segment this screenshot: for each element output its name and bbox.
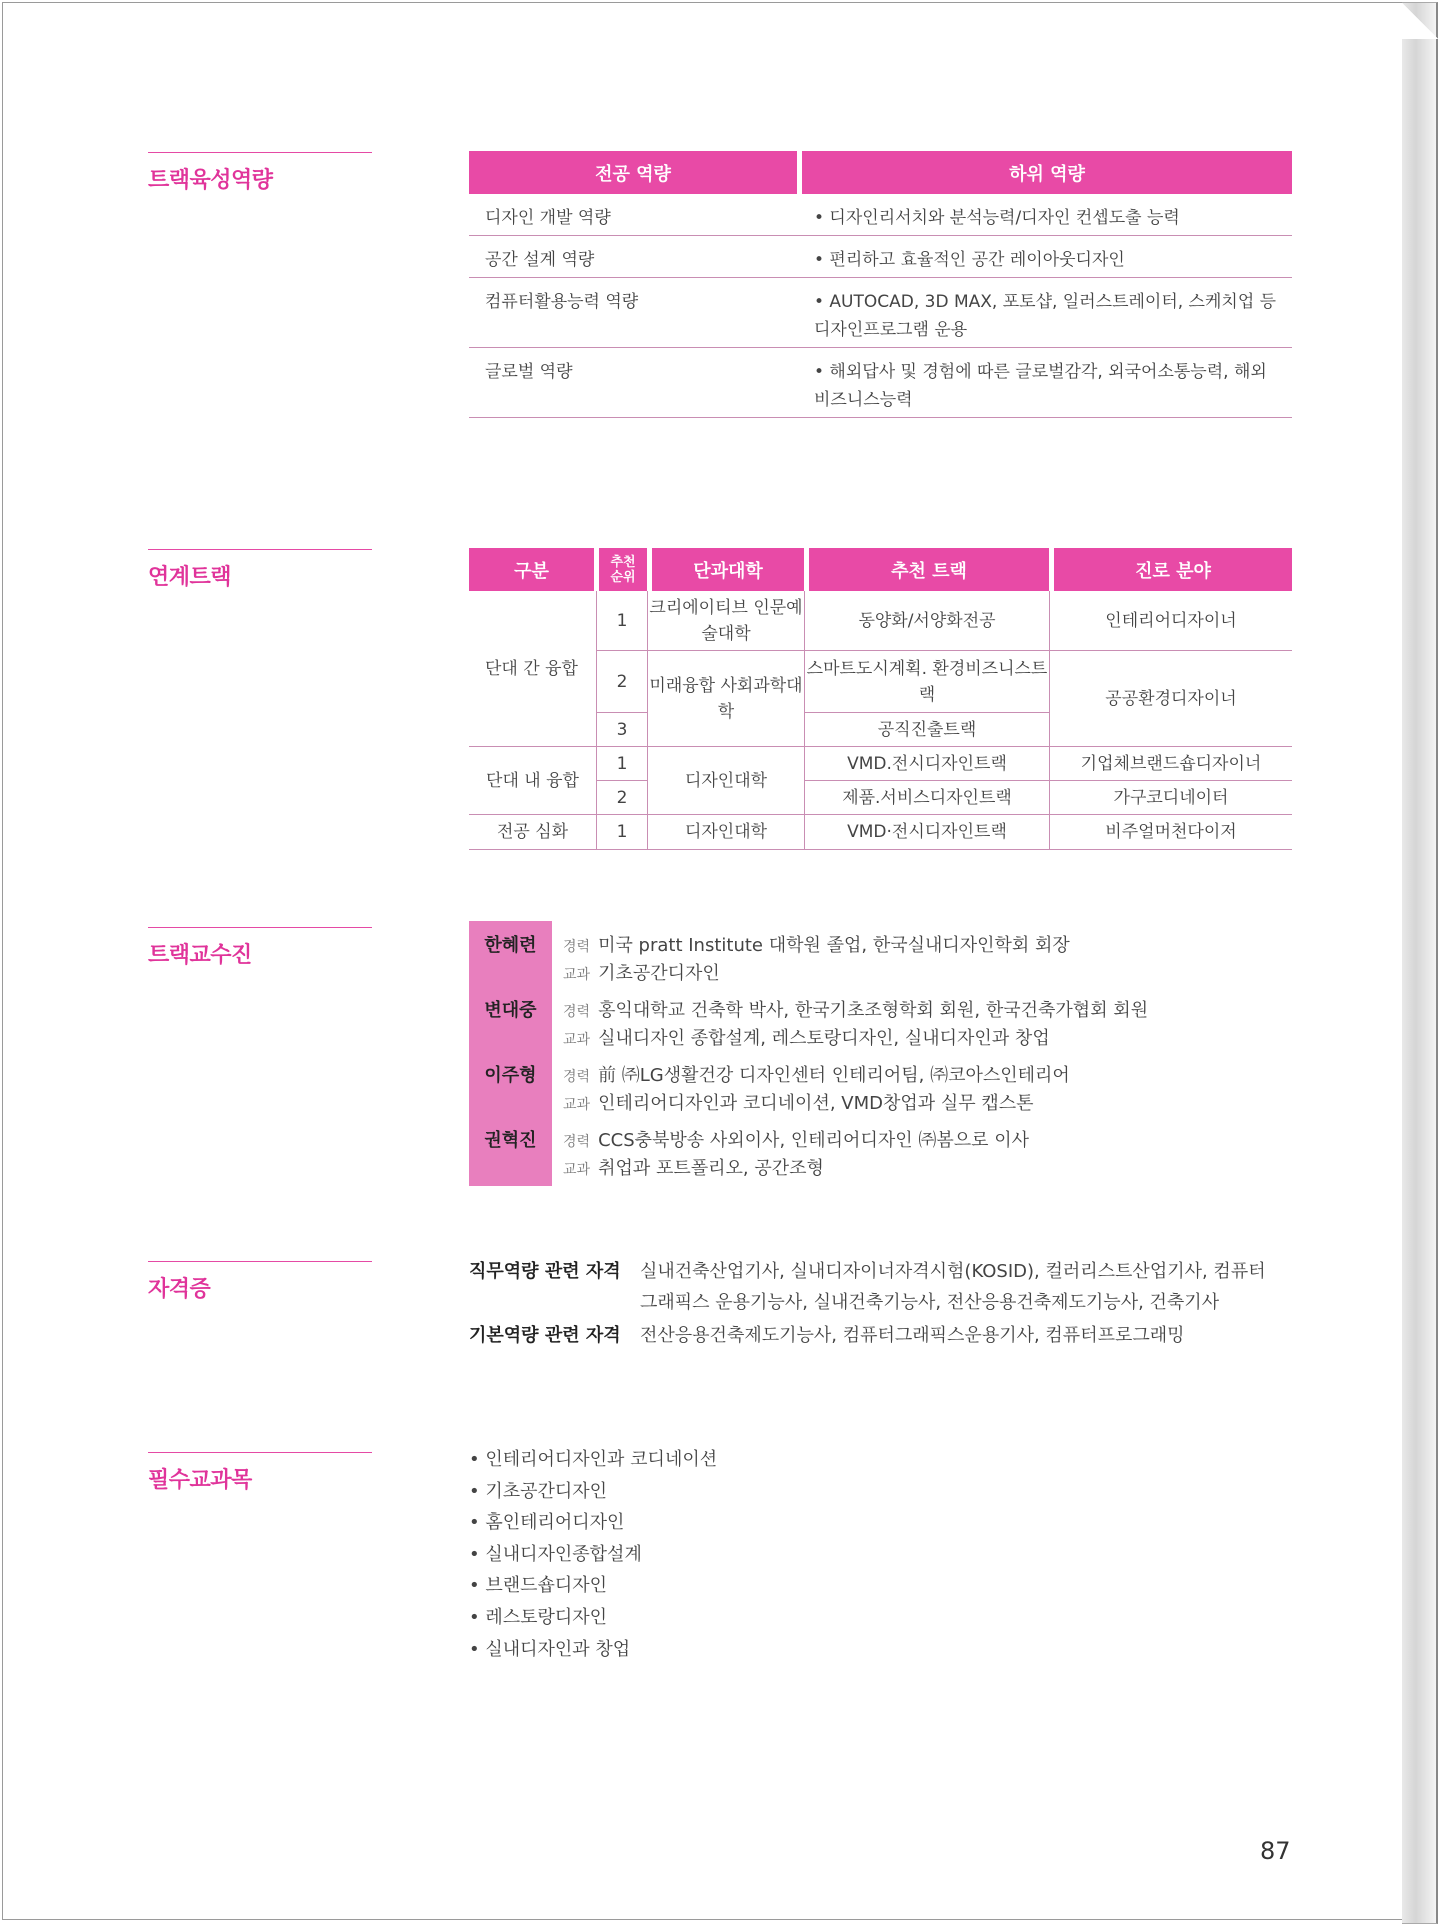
major-competency-cell: 글로벌 역량: [485, 362, 573, 382]
track-cell: VMD·전시디자인트랙: [805, 815, 1050, 850]
course-tag: 교과: [563, 1097, 591, 1113]
job-certificates-value: 실내건축산업기사, 실내디자이너자격시험(KOSID), 컬러리스트산업기사, 컴퓨터그래픽스 운용기능사, 실내건축기능사, 전산응용건축제도기능사, 건축기사: [640, 1261, 1266, 1313]
sub-competency-cell: • AUTOCAD, 3D MAX, 포토샵, 일러스트레이터, 스케치업 등 디자인프로그램 운용: [814, 292, 1277, 340]
table-row: [469, 278, 1292, 348]
career-cell: 가구코디네이터: [1050, 781, 1292, 815]
career-cell: 공공환경디자이너: [1050, 651, 1292, 747]
sub-competency-cell: • 편리하고 효율적인 공간 레이아웃디자인: [814, 250, 1125, 270]
professor-entry: [469, 986, 1292, 1051]
list-item: • 기초공간디자인: [469, 1476, 717, 1508]
courses-text: 인테리어디자인과 코디네이션, VMD창업과 실무 캡스톤: [598, 1093, 1034, 1114]
career-text: CCS충북방송 사외이사, 인테리어디자인 ㈜봄으로 이사: [598, 1130, 1029, 1151]
section-label-competency: 트랙육성역량: [148, 152, 372, 194]
track-cell: VMD.전시디자인트랙: [805, 747, 1050, 781]
sub-competency-cell: • 해외답사 및 경험에 따른 글로벌감각, 외국어소통능력, 해외비즈니스능력: [814, 362, 1267, 410]
professor-career: [563, 1126, 1029, 1152]
sub-competency-cell: • 디자인리서치와 분석능력/디자인 컨셉도출 능력: [814, 208, 1180, 228]
career-tag: 경력: [563, 939, 591, 955]
professor-name: 이주형: [484, 1065, 537, 1086]
basic-certificates-label: 기본역량 관련 자격: [469, 1325, 621, 1346]
track-cell: 동양화/서양화전공: [805, 591, 1050, 651]
list-item: • 브랜드숍디자인: [469, 1570, 717, 1602]
job-certificates-row: [469, 1256, 1292, 1318]
career-text: 前 ㈜LG생활건강 디자인센터 인테리어팀, ㈜코아스인테리어: [598, 1065, 1070, 1086]
major-competency-cell: 디자인 개발 역량: [485, 208, 611, 228]
college-cell: 디자인대학: [648, 747, 805, 815]
college-cell: 크리에이티브 인문예술대학: [648, 591, 805, 651]
major-competency-cell: 컴퓨터활용능력 역량: [485, 292, 639, 312]
course-tag: 교과: [563, 967, 591, 983]
competency-table: [469, 151, 1292, 418]
rank-cell: 1: [597, 591, 648, 651]
section-label-professors: 트랙교수진: [148, 927, 372, 969]
professor-courses: [563, 1089, 1034, 1115]
professor-courses: [563, 1154, 824, 1180]
rank-cell: 1: [597, 815, 648, 850]
career-tag: 경력: [563, 1134, 591, 1150]
course-tag: 교과: [563, 1032, 591, 1048]
rank-cell: 1: [597, 747, 648, 781]
professor-entry: [469, 1116, 1292, 1181]
header-category: 구분: [469, 548, 594, 591]
basic-certificates-value: 전산응용건축제도기능사, 컴퓨터그래픽스운용기사, 컴퓨터프로그래밍: [640, 1325, 1185, 1346]
header-major-competency: 전공 역량: [469, 151, 797, 194]
professor-name: 한혜련: [484, 935, 537, 956]
professor-courses: [563, 959, 720, 985]
list-item: • 레스토랑디자인: [469, 1602, 717, 1634]
courses-text: 기초공간디자인: [598, 963, 720, 984]
track-cell: 공직진출트랙: [805, 713, 1050, 747]
competency-table-header: [469, 151, 1292, 194]
list-item: • 홈인테리어디자인: [469, 1507, 717, 1539]
linked-tracks-body: [469, 591, 1292, 850]
career-cell: 기업체브랜드숍디자이너: [1050, 747, 1292, 781]
career-text: 홍익대학교 건축학 박사, 한국기초조형학회 회원, 한국건축가협회 회원: [598, 1000, 1149, 1021]
header-recommended-track: 추천 트랙: [809, 548, 1049, 591]
career-tag: 경력: [563, 1004, 591, 1020]
category-cell: 단대 내 융합: [469, 747, 597, 815]
section-label-required-courses: 필수교과목: [148, 1452, 372, 1494]
professor-entry: [469, 921, 1292, 986]
list-item: • 인테리어디자인과 코디네이션: [469, 1444, 717, 1476]
section-label-certificates: 자격증: [148, 1261, 372, 1303]
job-certificates-label: 직무역량 관련 자격: [469, 1261, 621, 1282]
linked-tracks-table: [469, 548, 1292, 850]
professor-career: [563, 1061, 1070, 1087]
section-label-linked-tracks: 연계트랙: [148, 549, 372, 591]
list-item: • 실내디자인과 창업: [469, 1634, 717, 1666]
certificates-block: [469, 1256, 1292, 1351]
table-row: [469, 194, 1292, 236]
career-cell: 비주얼머천다이저: [1050, 815, 1292, 850]
college-cell: 디자인대학: [648, 815, 805, 850]
courses-text: 취업과 포트폴리오, 공간조형: [598, 1158, 824, 1179]
professor-career: [563, 996, 1148, 1022]
professor-courses: [563, 1024, 1050, 1050]
career-cell: 인테리어디자이너: [1050, 591, 1292, 651]
list-item: • 실내디자인종합설계: [469, 1539, 717, 1571]
rank-cell: 3: [597, 713, 648, 747]
table-row: [469, 348, 1292, 418]
career-text: 미국 pratt Institute 대학원 졸업, 한국실내디자인학회 회장: [598, 935, 1070, 956]
header-career-field: 진로 분야: [1054, 548, 1292, 591]
professor-name: 권혁진: [484, 1130, 537, 1151]
category-cell: 단대 간 융합: [469, 591, 597, 747]
required-courses-list: [469, 1444, 717, 1665]
professor-career: [563, 931, 1070, 957]
page-number: 87: [1260, 1837, 1291, 1865]
table-row: [469, 236, 1292, 278]
category-cell: 전공 심화: [469, 815, 597, 850]
linked-tracks-header: [469, 548, 1292, 591]
rank-cell: 2: [597, 781, 648, 815]
track-cell: 스마트도시계획. 환경비즈니스트랙: [805, 651, 1050, 713]
track-cell: 제품.서비스디자인트랙: [805, 781, 1050, 815]
professor-entry: [469, 1051, 1292, 1116]
header-college: 단과대학: [652, 548, 804, 591]
courses-text: 실내디자인 종합설계, 레스토랑디자인, 실내디자인과 창업: [598, 1028, 1050, 1049]
basic-certificates-row: [469, 1320, 1292, 1351]
rank-cell: 2: [597, 651, 648, 713]
header-sub-competency: 하위 역량: [802, 151, 1292, 194]
major-competency-cell: 공간 설계 역량: [485, 250, 595, 270]
professor-name: 변대중: [484, 1000, 537, 1021]
header-rank: 추천 순위: [599, 548, 647, 591]
course-tag: 교과: [563, 1162, 591, 1178]
page-curl-edge: [1402, 2, 1438, 1924]
professor-list: [469, 921, 1292, 1181]
college-cell: 미래융합 사회과학대학: [648, 651, 805, 747]
career-tag: 경력: [563, 1069, 591, 1085]
